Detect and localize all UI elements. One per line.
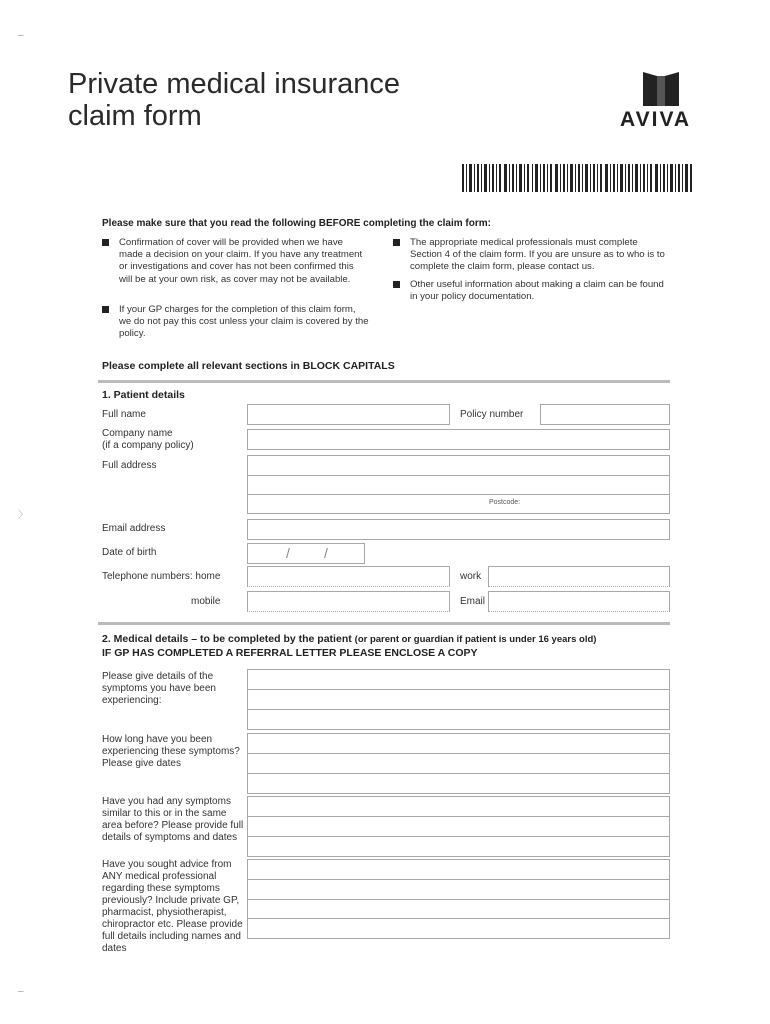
policy-number-field[interactable]	[540, 404, 670, 425]
section2-subtitle: IF GP HAS COMPLETED A REFERRAL LETTER PLEASE ENCLOSE A COPY	[102, 647, 478, 659]
duration-field-2[interactable]	[247, 753, 670, 774]
company-name-label	[102, 428, 242, 452]
intro-bullet-1	[102, 237, 372, 299]
postcode-label: Postcode:	[489, 499, 521, 506]
symptoms-field-1[interactable]	[247, 669, 670, 690]
crop-mark-top: –	[18, 30, 24, 41]
previous-symptoms-field-2[interactable]	[247, 816, 670, 837]
previous-symptoms-field-1[interactable]	[247, 796, 670, 817]
barcode-icon	[462, 164, 692, 192]
email-address-field[interactable]	[247, 519, 670, 540]
company-name-field[interactable]	[247, 429, 670, 450]
symptoms-field-3[interactable]	[247, 709, 670, 730]
company-name-note: (if a company policy)	[102, 440, 194, 451]
section2-title-bold: 2. Medical details – to be completed by the patient	[102, 633, 352, 645]
title-line-2: claim form	[68, 100, 202, 132]
intro-bullet-3	[393, 237, 673, 275]
previous-symptoms-question: Have you had any symptoms similar to this or in the same area before? Please provide full details of symptoms and dates	[102, 796, 244, 843]
page-title	[68, 68, 400, 132]
telephone-home-label: Telephone numbers: home	[102, 571, 221, 582]
policy-number-label: Policy number	[460, 409, 524, 420]
date-of-birth-label: Date of birth	[102, 547, 157, 558]
address-line-2-field[interactable]	[247, 475, 670, 495]
section-divider	[98, 380, 670, 383]
block-capitals-instruction: Please complete all relevant sections in BLOCK CAPITALS	[102, 360, 395, 372]
medical-advice-field-2[interactable]	[247, 879, 670, 900]
section2-title-note: (or parent or guardian if patient is under 16 years old)	[354, 634, 597, 645]
telephone-home-field[interactable]	[247, 566, 450, 587]
intro-heading: Please make sure that you read the following BEFORE completing the claim form:	[102, 218, 491, 229]
mobile-field[interactable]	[247, 591, 450, 612]
medical-advice-field-3[interactable]	[247, 899, 670, 920]
email-short-label: Email	[460, 596, 486, 607]
telephone-work-field[interactable]	[488, 566, 670, 587]
aviva-logo-icon	[643, 72, 679, 106]
intro-bullet-4	[393, 279, 673, 305]
medical-advice-field-4[interactable]	[247, 918, 670, 939]
section-divider	[98, 622, 670, 625]
mobile-label: mobile	[191, 596, 221, 607]
intro-bullet-2	[102, 304, 372, 342]
address-line-3-field[interactable]	[247, 494, 670, 514]
bullet-square-icon	[393, 281, 400, 288]
symptoms-field-2[interactable]	[247, 689, 670, 710]
bullet-square-icon	[393, 239, 400, 246]
email-address-label: Email address	[102, 523, 166, 534]
intro-bullet-text: If your GP charges for the completion of this claim form, we do not pay this cost unless your claim is covered by the policy.	[119, 304, 369, 340]
medical-advice-question: Have you sought advice from ANY medical professional regarding these symptoms previously? Include private GP, pharmacist, physiotherapist, chiropractor etc. Please provide full details including names and dates	[102, 859, 243, 954]
address-line-1-field[interactable]	[247, 455, 670, 476]
full-name-field[interactable]	[247, 404, 450, 425]
crop-mark-bottom: –	[18, 986, 24, 997]
date-separator-icon: /	[324, 545, 328, 561]
company-name-text: Company name	[102, 428, 173, 439]
section1-title: 1. Patient details	[102, 389, 185, 401]
email-secondary-field[interactable]	[488, 591, 670, 612]
date-of-birth-field[interactable]	[247, 543, 365, 564]
intro-bullet-text: The appropriate medical professionals must complete Section 4 of the claim form. If you are unsure as to who is to complete the claim form, please contact us.	[410, 237, 665, 273]
full-name-label: Full name	[102, 409, 146, 420]
intro-bullet-text: Other useful information about making a claim can be found in your policy documentation.	[410, 279, 664, 303]
title-line-1: Private medical insurance	[68, 68, 401, 100]
section2-title	[102, 633, 682, 645]
full-address-label: Full address	[102, 460, 157, 471]
duration-field-1[interactable]	[247, 733, 670, 754]
date-separator-icon: /	[286, 545, 290, 561]
symptoms-question: Please give details of the symptoms you have been experiencing:	[102, 671, 216, 706]
bullet-square-icon	[102, 239, 109, 246]
medical-advice-field-1[interactable]	[247, 859, 670, 880]
bullet-square-icon	[102, 306, 109, 313]
previous-symptoms-field-3[interactable]	[247, 836, 670, 857]
intro-bullet-text: Confirmation of cover will be provided when we have made a decision on your claim. If you have any treatment or investigations and cover has not been confirmed this will be at your own risk, as cover may not be available.	[119, 237, 363, 285]
crop-mark-middle: 〉	[18, 510, 28, 521]
duration-field-3[interactable]	[247, 773, 670, 794]
duration-question: How long have you been experiencing these symptoms? Please give dates	[102, 734, 240, 769]
telephone-work-label: work	[460, 571, 482, 582]
brand-name: AVIVA	[620, 108, 692, 131]
